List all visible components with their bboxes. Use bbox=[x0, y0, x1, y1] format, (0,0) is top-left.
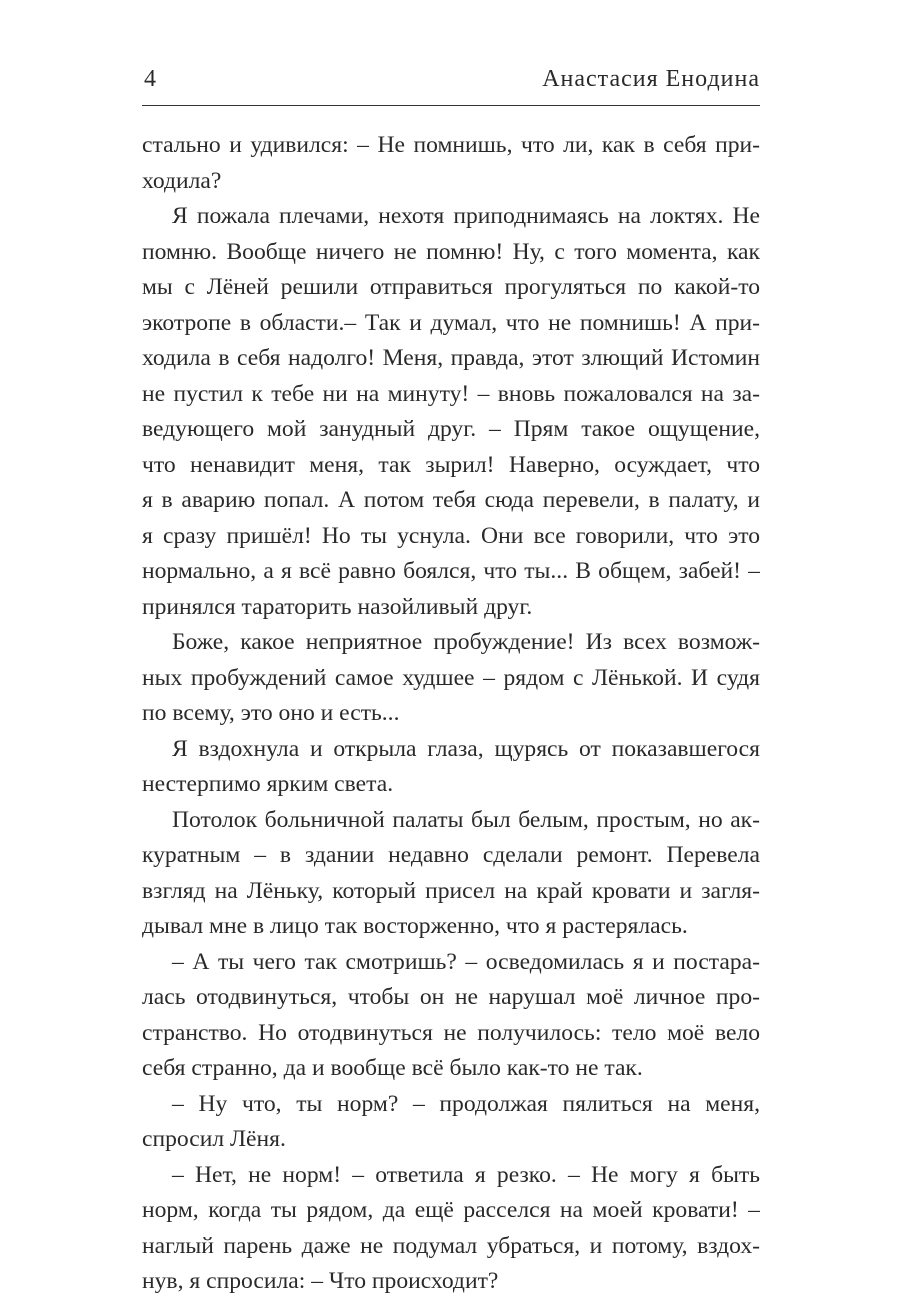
text-line: нестерпимо ярким света. bbox=[142, 771, 394, 797]
text-line: – А ты чего так смотришь? – осведомилась я и постара- bbox=[172, 948, 760, 975]
text-line: дывал мне в лицо так восторженно, что я растерялась. bbox=[142, 913, 688, 939]
text-line: ходила в себя надолго! Меня, правда, этот злющий Истомин bbox=[142, 345, 760, 371]
text-line: себя странно, да и вообще всё было как-то не так. bbox=[142, 1055, 643, 1081]
text-line: нув, я спросила: – Что происходит? bbox=[142, 1268, 499, 1294]
text-line: нормально, а я всё равно боялся, что ты... В общем, забей! – bbox=[142, 558, 760, 584]
text-line: не пустил к тебе ни на минуту! – вновь пожаловался на за- bbox=[142, 380, 760, 407]
text-line: экотропе в области.– Так и думал, что не помнишь! А при- bbox=[142, 309, 760, 336]
page-number: 4 bbox=[144, 66, 157, 92]
text-line: ведующего мой занудный друг. – Прям такое ощущение, bbox=[142, 416, 760, 442]
text-line: принялся тараторить назойливый друг. bbox=[142, 593, 533, 620]
text-line: Потолок больничной палаты был белым, простым, но ак- bbox=[172, 806, 760, 833]
text-line: по всему, это оно и есть... bbox=[142, 700, 400, 726]
text-line: взгляд на Лёньку, который присел на край кровати и загля- bbox=[142, 877, 760, 904]
running-title: Анастасия Енодина bbox=[542, 66, 760, 92]
text-line: помню. Вообще ничего не помню! Ну, с того момента, как bbox=[142, 238, 760, 265]
text-line: лась отодвинуться, чтобы он не нарушал моё личное про- bbox=[142, 984, 760, 1010]
text-line: – Нет, не норм! – ответила я резко. – Не могу я быть bbox=[172, 1161, 760, 1188]
text-line: ных пробуждений самое худшее – рядом с Лёнькой. И судя bbox=[142, 664, 760, 691]
text-line: Я пожала плечами, нехотя приподнимаясь на локтях. Не bbox=[172, 203, 760, 229]
text-line: Я вздохнула и открыла глаза, щурясь от показавшегося bbox=[172, 735, 760, 762]
text-line: наглый парень даже не подумал убраться, и потому, вздох- bbox=[142, 1232, 760, 1259]
header-rule bbox=[142, 105, 760, 106]
text-line: ходила? bbox=[142, 167, 222, 194]
text-line: – Ну что, ты норм? – продолжая пялиться на меня, bbox=[172, 1090, 760, 1117]
text-line: странство. Но отодвинуться не получилось: тело моё вело bbox=[142, 1019, 760, 1046]
running-header bbox=[142, 66, 760, 102]
text-line: я сразу пришёл! Но ты уснула. Они все говорили, что это bbox=[142, 522, 760, 549]
text-line: спросил Лёня. bbox=[142, 1126, 286, 1152]
text-line: Боже, какое неприятное пробуждение! Из всех возмож- bbox=[172, 629, 760, 655]
text-line: я в аварию попал. А потом тебя сюда перевели, в палату, и bbox=[142, 487, 760, 513]
text-line: норм, когда ты рядом, да ещё расселся на моей кровати! – bbox=[142, 1197, 760, 1223]
text-line: что ненавидит меня, так зырил! Наверно, осуждает, что bbox=[142, 451, 760, 478]
text-line: мы с Лёней решили отправиться прогуляться по какой-то bbox=[142, 274, 760, 300]
body-text bbox=[142, 128, 760, 1300]
text-line: куратным – в здании недавно сделали ремонт. Перевела bbox=[142, 842, 760, 868]
book-page bbox=[142, 0, 760, 1294]
text-line: стально и удивился: – Не помнишь, что ли, как в себя при- bbox=[142, 132, 760, 158]
